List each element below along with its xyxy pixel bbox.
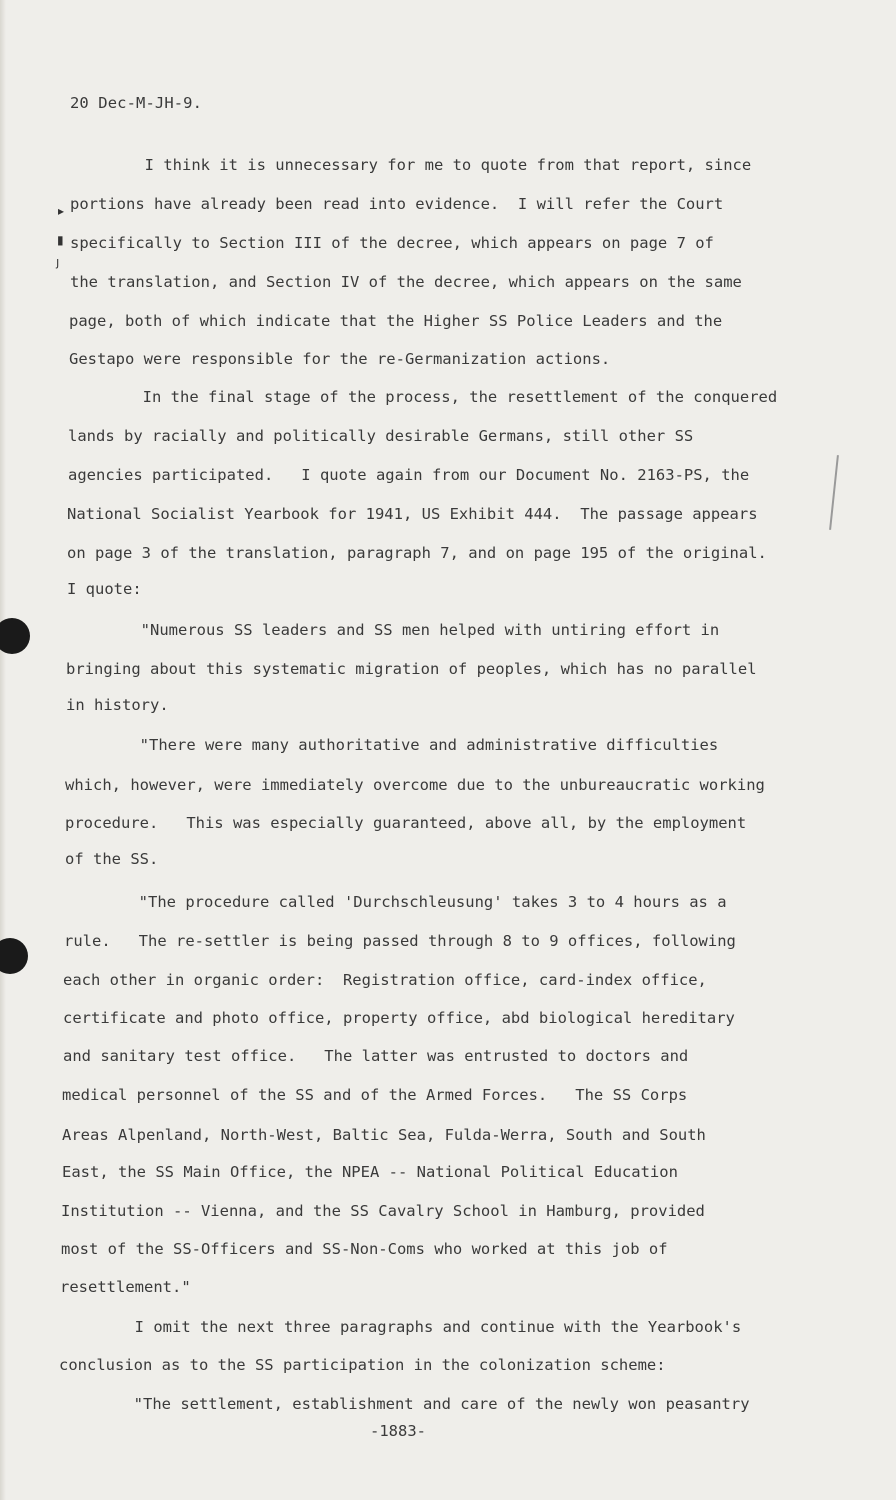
margin-tick-mark: ▮ bbox=[57, 233, 64, 247]
text-line: "The procedure called 'Durchschleusung' takes 3 to 4 hours as a bbox=[64, 893, 727, 911]
text-line: medical personnel of the SS and of the Armed Forces. The SS Corps bbox=[62, 1086, 688, 1104]
text-line: Gestapo were responsible for the re-Germanization actions. bbox=[69, 350, 611, 368]
punch-hole bbox=[0, 618, 30, 654]
text-line: East, the SS Main Office, the NPEA -- National Political Education bbox=[62, 1163, 678, 1181]
text-line: and sanitary test office. The latter was entrusted to doctors and bbox=[63, 1047, 689, 1065]
text-line: Institution -- Vienna, and the SS Cavalry School in Hamburg, provided bbox=[61, 1202, 705, 1220]
text-line: I think it is unnecessary for me to quote from that report, since bbox=[70, 156, 752, 174]
pencil-margin-line bbox=[829, 455, 839, 530]
text-line: I omit the next three paragraphs and continue with the Yearbook's bbox=[60, 1318, 742, 1336]
text-line: "There were many authoritative and administrative difficulties bbox=[65, 736, 719, 754]
margin-tick-mark: ȷ bbox=[56, 255, 60, 269]
text-line: agencies participated. I quote again from our Document No. 2163-PS, the bbox=[68, 466, 750, 484]
text-line: National Socialist Yearbook for 1941, US Exhibit 444. The passage appears bbox=[67, 505, 758, 523]
text-line: conclusion as to the SS participation in the colonization scheme: bbox=[59, 1356, 666, 1374]
text-line: which, however, were immediately overcome due to the unbureaucratic working bbox=[65, 776, 765, 794]
text-line: specifically to Section III of the decree, which appears on page 7 of bbox=[70, 234, 714, 252]
text-line: In the final stage of the process, the resettlement of the conquered bbox=[68, 388, 778, 406]
page-edge-shadow bbox=[0, 0, 6, 1500]
text-line: lands by racially and politically desirable Germans, still other SS bbox=[68, 427, 694, 445]
punch-hole bbox=[0, 938, 28, 974]
text-line: in history. bbox=[66, 696, 169, 714]
text-line: rule. The re-settler is being passed through 8 to 9 offices, following bbox=[64, 932, 736, 950]
text-line: the translation, and Section IV of the decree, which appears on the same bbox=[70, 273, 742, 291]
text-line: portions have already been read into evidence. I will refer the Court bbox=[70, 195, 724, 213]
text-line: Areas Alpenland, North-West, Baltic Sea, Fulda-Werra, South and South bbox=[62, 1126, 706, 1144]
text-line: resettlement." bbox=[60, 1278, 191, 1296]
text-line: most of the SS-Officers and SS-Non-Coms who worked at this job of bbox=[61, 1240, 668, 1258]
text-line: procedure. This was especially guaranteed, above all, by the employment bbox=[65, 814, 747, 832]
text-line: "The settlement, establishment and care of the newly won peasantry bbox=[59, 1395, 750, 1413]
text-line: certificate and photo office, property office, abd biological hereditary bbox=[63, 1009, 735, 1027]
text-line: on page 3 of the translation, paragraph 7, and on page 195 of the original. bbox=[67, 544, 767, 562]
document-reference: 20 Dec-M-JH-9. bbox=[70, 94, 203, 112]
text-line: bringing about this systematic migration of peoples, which has no parallel bbox=[66, 660, 757, 678]
text-line: of the SS. bbox=[65, 850, 159, 868]
margin-tick-mark: ▸ bbox=[58, 204, 65, 218]
page-number: -1883- bbox=[370, 1422, 426, 1440]
text-line: each other in organic order: Registration office, card-index office, bbox=[63, 971, 707, 989]
text-line: I quote: bbox=[67, 580, 142, 598]
text-line: page, both of which indicate that the Higher SS Police Leaders and the bbox=[69, 312, 723, 330]
text-line: "Numerous SS leaders and SS men helped with untiring effort in bbox=[66, 621, 720, 639]
